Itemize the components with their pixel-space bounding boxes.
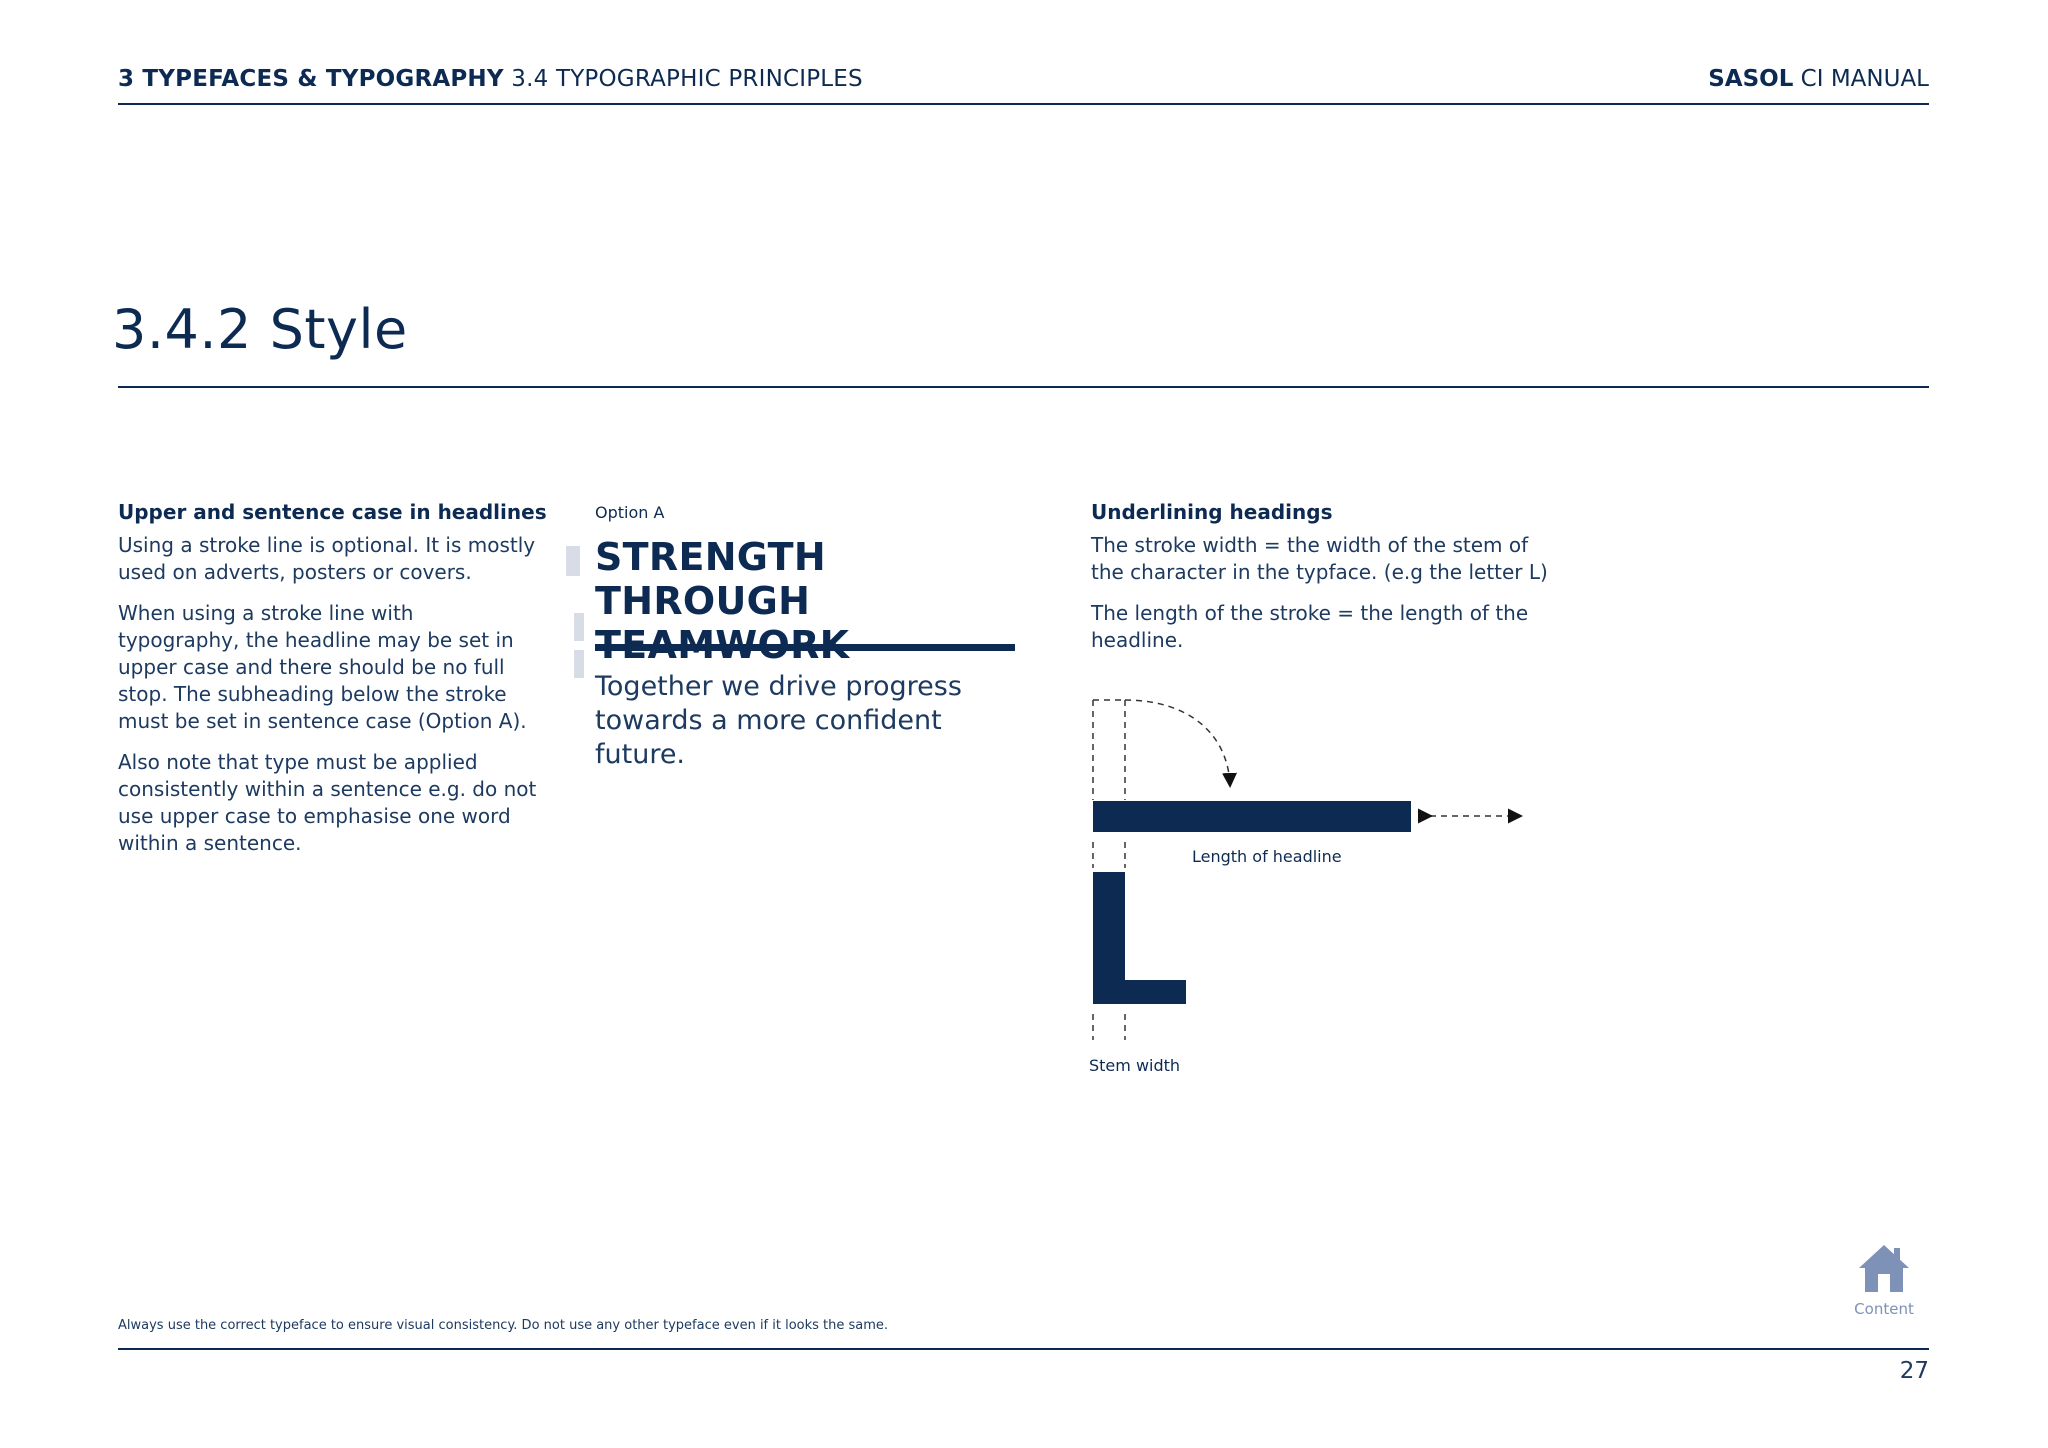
header-manual-title [1708,66,1929,92]
right-paragraph: The stroke width = the width of the stem of the character in the typface. (e.g the letter L) [1091,533,1548,584]
page-number: 27 [1899,1358,1929,1384]
stem-width-label: Stem width [1089,1056,1181,1075]
home-icon[interactable] [1856,1242,1912,1294]
letter-l-shape [1093,872,1186,1004]
sample-headline: STRENGTH THROUGH [595,535,826,623]
page-title: 3.4.2 Style [112,298,408,361]
stroke-bar [1093,801,1411,832]
stroke-width-diagram [1080,690,1540,1050]
ghost-letter-mark [574,650,584,678]
ghost-letter-mark [574,613,584,641]
right-column-heading: Underlining headings [1091,500,1333,524]
header-brand: SASOL [1708,66,1794,92]
right-column-body [1091,532,1551,668]
header-section-title [118,66,863,92]
header-section: 3 TYPEFACES & TYPOGRAPHY [118,66,504,92]
left-paragraph: When using a stroke line with typography, the headline may be set in upper case and there should be no full stop. The subheading below the stroke must be set in sentence case (Option A). [118,601,527,733]
header-divider [118,103,1929,105]
left-paragraph: Also note that type must be applied consistently within a sentence e.g. do not use upper case to emphasise one word within a sentence. [118,750,537,855]
left-paragraph: Using a stroke line is optional. It is mostly used on adverts, posters or covers. [118,533,536,584]
left-column-heading: Upper and sentence case in headlines [118,500,547,524]
ghost-letter-mark [566,546,580,576]
rotation-arrow [1125,700,1230,785]
header-manual: CI MANUAL [1800,66,1929,92]
option-label: Option A [595,503,665,522]
footer-note: Always use the correct typeface to ensure visual consistency. Do not use any other typeface even if it looks the same. [118,1318,889,1333]
footer-divider [118,1348,1929,1350]
left-column-body [118,532,538,871]
right-paragraph: The length of the stroke = the length of the headline. [1091,601,1529,652]
header-subsection: 3.4 TYPOGRAPHIC PRINCIPLES [511,66,863,92]
content-home-link[interactable] [1844,1242,1924,1318]
content-link-label[interactable]: Content [1854,1300,1914,1318]
length-of-headline-label: Length of headline [1192,847,1342,866]
sample-subheading: Together we drive progress towards a more confident future. [595,671,962,770]
headline-stroke-line [595,644,1015,651]
title-divider [118,386,1929,388]
